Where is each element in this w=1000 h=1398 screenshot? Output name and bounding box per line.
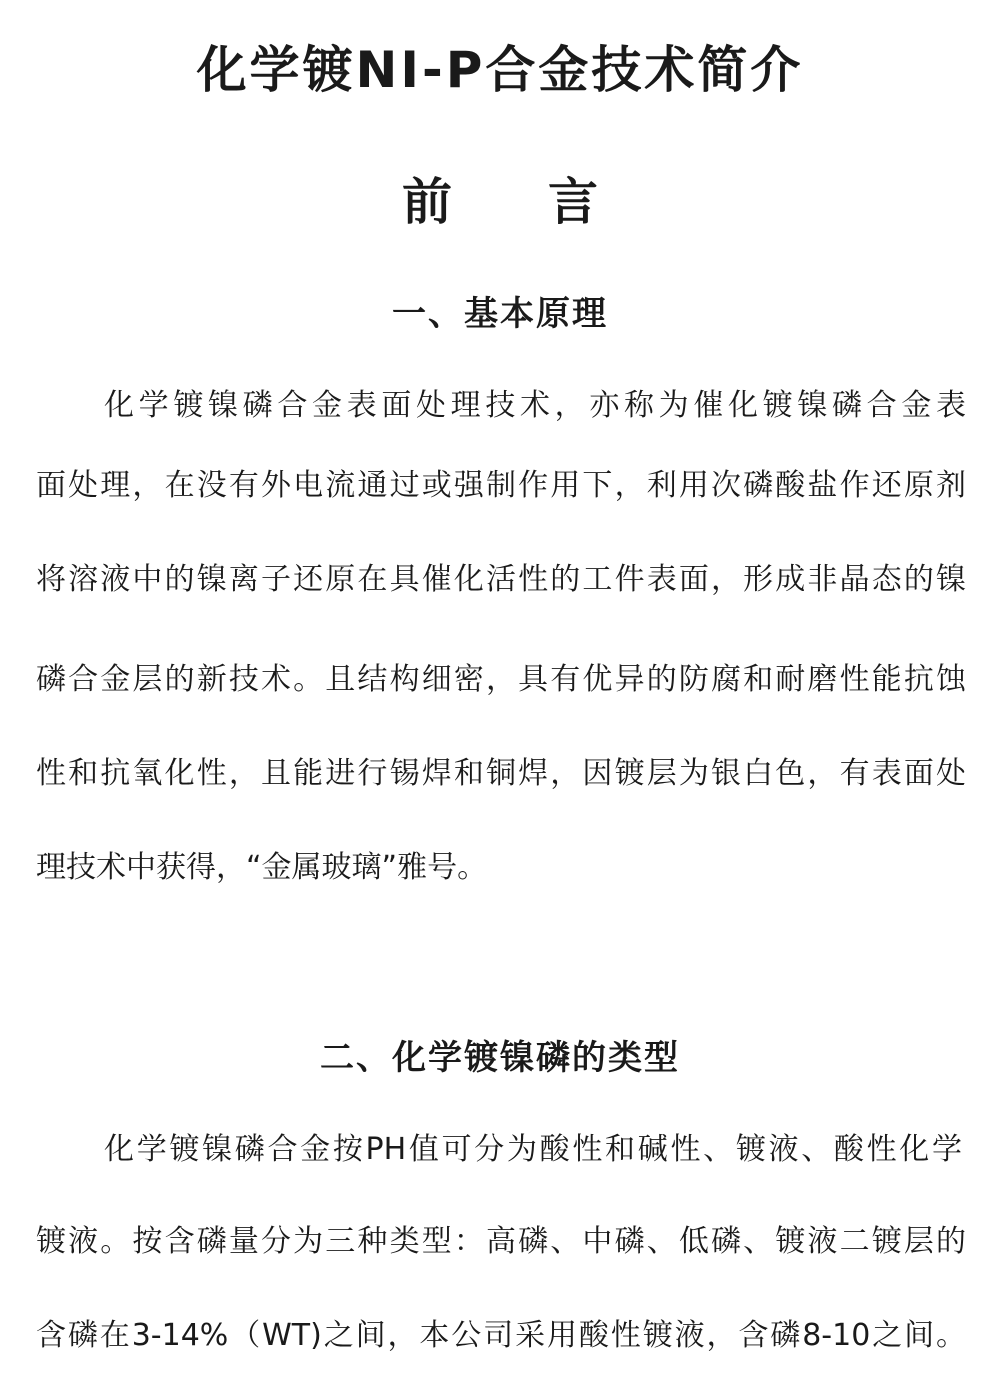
document-title: 化学镀NI-P合金技术简介 xyxy=(196,41,804,99)
preface-char-2: 言 xyxy=(548,173,598,231)
paragraph-line: 磷合金层的新技术。且结构细密，具有优异的防腐和耐磨性能抗蚀 xyxy=(36,662,966,697)
paragraph-line: 镀液。按含磷量分为三种类型：高磷、中磷、低磷、镀液二镀层的 xyxy=(36,1224,966,1259)
preface-char-1: 前 xyxy=(402,173,452,231)
section-heading-types: 二、化学镀镍磷的类型 xyxy=(320,1038,680,1078)
paragraph-line: 含磷在3-14%（WT)之间，本公司采用酸性镀液，含磷8-10之间。 xyxy=(36,1318,966,1353)
section-heading-basic-principle: 一、基本原理 xyxy=(392,294,608,334)
paragraph-line: 性和抗氧化性，且能进行锡焊和铜焊，因镀层为银白色，有表面处 xyxy=(36,756,966,791)
paragraph-line: 理技术中获得，“金属玻璃”雅号。 xyxy=(36,850,488,885)
paragraph-line: 化学镀镍磷合金按PH值可分为酸性和碱性、镀液、酸性化学 xyxy=(104,1132,962,1167)
paragraph-line: 化学镀镍磷合金表面处理技术，亦称为催化镀镍磷合金表 xyxy=(104,388,966,423)
paragraph-line: 面处理，在没有外电流通过或强制作用下，利用次磷酸盐作还原剂 xyxy=(36,468,966,503)
paragraph-line: 将溶液中的镍离子还原在具催化活性的工件表面，形成非晶态的镍 xyxy=(36,562,966,597)
preface-heading xyxy=(0,170,1000,234)
